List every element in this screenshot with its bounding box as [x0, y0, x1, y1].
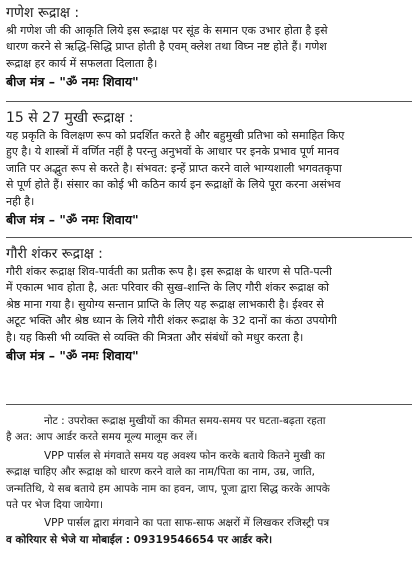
ordering-information [6, 405, 412, 548]
paragraph-line: नही है। [6, 194, 35, 208]
vpp-line: रूद्राक्ष चाहिए और रूद्राक्ष को धारण करने वाले का नाम/पिता का नाम, उम्र, जाति, [6, 466, 315, 479]
beej-mantra [6, 210, 412, 230]
section-paragraph [6, 264, 412, 346]
section-paragraph [6, 23, 412, 72]
note-line: है अत: आप आर्डर करते समय मूल्य मालूम कर लें। [6, 431, 198, 444]
section-heading: गणेश रूद्राक्ष : [6, 5, 80, 21]
beej-mantra [6, 72, 412, 92]
section-heading: गौरी शंकर रूद्राक्ष : [6, 246, 103, 262]
paragraph-line: से पूर्ण होते हैं। संसार का कोई भी कठिन कार्य इन रूद्राक्षों के लिये पूरा करना असंभव [6, 178, 341, 192]
price-note [6, 413, 412, 446]
paragraph-line: धारण करने से ऋद्धि-सिद्धि प्राप्त होती है एवम् क्लेश तथा विघ्न नष्ट होते हैं। गणेश [6, 40, 327, 54]
vpp-line: पते पर भेज दिया जायेगा। [6, 499, 104, 512]
mantra-text: "ॐ नमः शिवाय" [59, 212, 139, 228]
vpp-address-instructions [6, 515, 412, 548]
note-line: नोट : उपरोक्त रूद्राक्ष मुखीयों का कीमत समय-समय पर घटता-बढ़ता रहता [44, 415, 326, 427]
paragraph-line: गौरी शंकर रूद्राक्ष शिव-पार्वती का प्रतीक रूप है। इस रूद्राक्ष के धारण से पति-पत्नी [6, 265, 332, 278]
section-15-27-mukhi-rudraksha [6, 102, 412, 237]
vpp-line: व कोरियार से भेजे या मोबाईल : 09319546654 पर आर्डर करे। [6, 533, 273, 546]
mantra-label: बीज मंत्र – [6, 348, 55, 364]
mantra-label: बीज मंत्र – [6, 212, 55, 228]
section-heading: 15 से 27 मुखी रूद्राक्ष : [6, 110, 134, 126]
section-ganesh-rudraksha [6, 3, 412, 101]
paragraph-line: में एकात्म भाव होता है, अतः परिवार की सुख-शान्ति के लिए गौरी शंकर रूद्राक्ष को [6, 281, 329, 295]
vpp-line: जन्मतिथि, ये सब बताये हम आपके नाम का हवन, जाप, पूजा द्वारा सिद्ध करके आपके [6, 482, 330, 495]
beej-mantra [6, 346, 412, 366]
section-gauri-shankar-rudraksha [6, 238, 412, 404]
paragraph-line: है। यह किसी भी व्यक्ति से व्यक्ति की मित्रता और संबंधों को मधुर करता है। [6, 330, 304, 344]
paragraph-line: रूद्राक्ष हर कार्य में सफलता दिलाता है। [6, 56, 158, 70]
mantra-text: "ॐ नमः शिवाय" [59, 74, 139, 90]
vpp-instructions [6, 448, 412, 514]
section-paragraph [6, 128, 412, 210]
paragraph-line: हुए है। ये शास्त्रों में वर्णित नहीं है परन्तु अनुभवों के आधार पर इनके प्रभाव पूर्ण मानव [6, 145, 340, 159]
paragraph-line: अटूट भक्ति और श्रेष्ठ ध्यान के लिये गौरी शंकर रूद्राक्ष के 32 दानों का कंठा उपयोगी [6, 314, 337, 328]
paragraph-line: यह प्रकृति के विलक्षण रूप को प्रदर्शित करते है और बहुमुखी प्रतिभा को समाहित किए [6, 129, 345, 142]
mantra-label: बीज मंत्र – [6, 74, 55, 90]
paragraph-line: श्रेष्ठ माना गया है। सुयोग्य सन्तान प्राप्ति के लिए यह रूद्राक्ष लाभकारी है। ईश्वर से [6, 297, 324, 311]
mantra-text: "ॐ नमः शिवाय" [59, 348, 139, 364]
vpp-line: VPP पार्सल द्वारा मंगवाने का पता साफ-साफ अक्षरों में लिखकर रजिस्ट्री पत्र [44, 517, 330, 530]
paragraph-line: श्री गणेश जी की आकृति लिये इस रूद्राक्ष पर सूंड के समान एक उभार होता है इसे [6, 24, 328, 37]
vpp-line: VPP पार्सल से मंगवाते समय यह अवश्य फोन करके बताये कितने मुखी का [44, 449, 325, 462]
paragraph-line: जाति पर अद्भुत रूप से करते है। संभवत: इन्हें प्राप्त करने वाले भाग्यशाली भगवतकृपा [6, 161, 342, 175]
